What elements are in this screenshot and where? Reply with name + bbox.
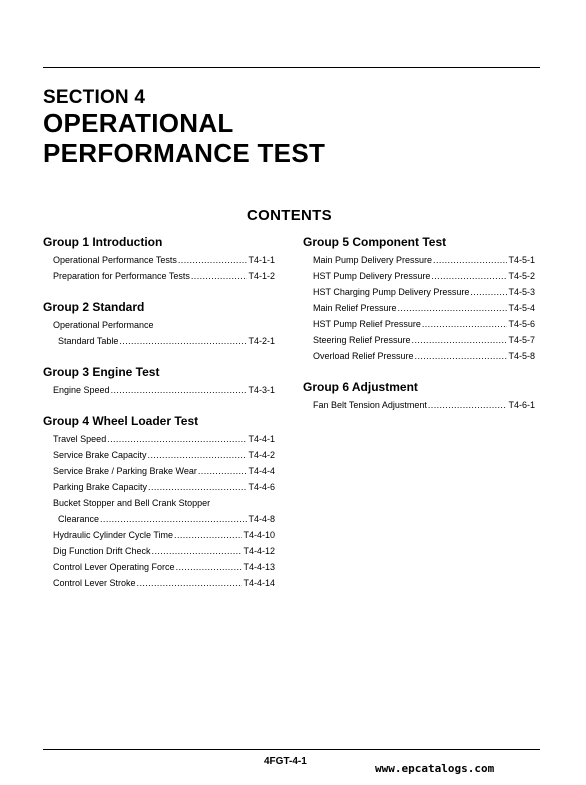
group-title: Group 6 Adjustment [303, 380, 418, 394]
entry-label: Main Pump Delivery Pressure [313, 255, 433, 265]
entry-label: Operational Performance Tests [53, 255, 177, 265]
entry-label: HST Pump Relief Pressure [313, 319, 421, 329]
entry-label: Operational Performance [53, 320, 154, 330]
dot-leader [470, 284, 507, 296]
toc-group-4 [43, 414, 275, 591]
entry-page: T4-6-1 [508, 400, 535, 410]
group-title: Group 2 Standard [43, 300, 145, 314]
entry-label: Overload Relief Pressure [313, 351, 414, 361]
dot-leader [176, 559, 243, 571]
group-title: Group 5 Component Test [303, 235, 447, 249]
entry-label: Travel Speed [53, 434, 107, 444]
entry-page: T4-4-14 [243, 578, 275, 588]
toc-left-column [43, 235, 275, 607]
entry-page: T4-5-7 [508, 335, 535, 345]
entry-page: T4-4-6 [248, 482, 275, 492]
top-rule [43, 67, 540, 68]
toc-entry[interactable] [303, 348, 535, 364]
toc-entry[interactable] [303, 284, 535, 300]
dot-leader [178, 252, 248, 264]
bottom-rule [43, 749, 540, 750]
entry-page: T4-4-12 [243, 546, 275, 556]
title-line-1: OPERATIONAL [43, 108, 234, 138]
entry-label: Control Lever Stroke [53, 578, 136, 588]
dot-leader [191, 268, 248, 280]
section-label: SECTION 4 [43, 87, 146, 108]
entry-page: T4-1-1 [248, 255, 275, 265]
entry-page: T4-5-8 [508, 351, 535, 361]
entry-page: T4-1-2 [248, 271, 275, 281]
dot-leader [152, 543, 243, 555]
entry-page: T4-4-1 [248, 434, 275, 444]
entry-page: T4-5-6 [508, 319, 535, 329]
entry-label: Fan Belt Tension Adjustment [313, 400, 427, 410]
toc-group-3 [43, 365, 275, 398]
watermark: www.epcatalogs.com [375, 762, 495, 775]
entry-label: Engine Speed [53, 385, 110, 395]
toc-entry[interactable] [43, 479, 275, 495]
entry-page: T4-5-3 [508, 287, 535, 297]
toc-entry[interactable] [43, 447, 275, 463]
toc-entry[interactable] [43, 431, 275, 447]
toc-entry[interactable] [43, 511, 275, 527]
dot-leader [119, 333, 247, 345]
footer-page-code: 4FGT-4-1 [264, 756, 307, 767]
group-title: Group 3 Engine Test [43, 365, 160, 379]
dot-leader [148, 447, 248, 459]
entry-page: T4-4-2 [248, 450, 275, 460]
entry-page: T4-4-13 [243, 562, 275, 572]
toc-entry[interactable] [43, 252, 275, 268]
toc-entry[interactable] [303, 316, 535, 332]
dot-leader [148, 479, 247, 491]
dot-leader [100, 511, 247, 523]
toc-group-2 [43, 300, 275, 349]
toc-entry[interactable] [43, 382, 275, 398]
dot-leader [415, 348, 508, 360]
contents-heading: CONTENTS [247, 207, 332, 224]
entry-label: Bucket Stopper and Bell Crank Stopper [53, 498, 211, 508]
entry-page: T4-4-8 [248, 514, 275, 524]
title-line-2: PERFORMANCE TEST [43, 138, 326, 168]
toc-entry[interactable] [303, 252, 535, 268]
entry-page: T4-5-2 [508, 271, 535, 281]
group-title: Group 4 Wheel Loader Test [43, 414, 199, 428]
entry-page: T4-5-1 [508, 255, 535, 265]
toc-entry[interactable] [43, 527, 275, 543]
entry-page: T4-4-4 [248, 466, 275, 476]
toc-entry[interactable] [303, 397, 535, 413]
dot-leader [412, 332, 508, 344]
entry-label: Service Brake / Parking Brake Wear [53, 466, 197, 476]
entry-label: Clearance [58, 514, 100, 524]
entry-page: T4-4-10 [243, 530, 275, 540]
entry-label: Parking Brake Capacity [53, 482, 148, 492]
toc-entry[interactable] [43, 268, 275, 284]
dot-leader [398, 300, 508, 312]
toc-entry[interactable] [43, 333, 275, 349]
toc-entry[interactable] [43, 463, 275, 479]
entry-label: HST Pump Delivery Pressure [313, 271, 431, 281]
toc-group-5 [303, 235, 535, 364]
entry-label: Control Lever Operating Force [53, 562, 175, 572]
page-title [43, 108, 325, 168]
toc-entry [43, 495, 275, 511]
group-title: Group 1 Introduction [43, 235, 163, 249]
entry-page: T4-2-1 [248, 336, 275, 346]
entry-label: HST Charging Pump Delivery Pressure [313, 287, 470, 297]
toc-entry [43, 317, 275, 333]
dot-leader [422, 316, 508, 328]
dot-leader [428, 397, 508, 409]
entry-page: T4-3-1 [248, 385, 275, 395]
dot-leader [137, 575, 243, 587]
toc-group-1 [43, 235, 275, 284]
entry-label: Main Relief Pressure [313, 303, 397, 313]
toc-entry[interactable] [303, 300, 535, 316]
dot-leader [431, 268, 507, 280]
dot-leader [198, 463, 248, 475]
toc-entry[interactable] [303, 268, 535, 284]
toc-group-6 [303, 380, 535, 413]
entry-label: Steering Relief Pressure [313, 335, 411, 345]
entry-label: Preparation for Performance Tests [53, 271, 190, 281]
entry-label: Standard Table [58, 336, 119, 346]
toc-entry[interactable] [43, 543, 275, 559]
dot-leader [107, 431, 247, 443]
dot-leader [111, 382, 248, 394]
toc-entry[interactable] [43, 559, 275, 575]
toc-right-column [303, 235, 535, 429]
toc-entry[interactable] [303, 332, 535, 348]
entry-page: T4-5-4 [508, 303, 535, 313]
entry-label: Service Brake Capacity [53, 450, 147, 460]
toc-entry[interactable] [43, 575, 275, 591]
dot-leader [174, 527, 242, 539]
dot-leader [433, 252, 507, 264]
entry-label: Dig Function Drift Check [53, 546, 151, 556]
entry-label: Hydraulic Cylinder Cycle Time [53, 530, 174, 540]
